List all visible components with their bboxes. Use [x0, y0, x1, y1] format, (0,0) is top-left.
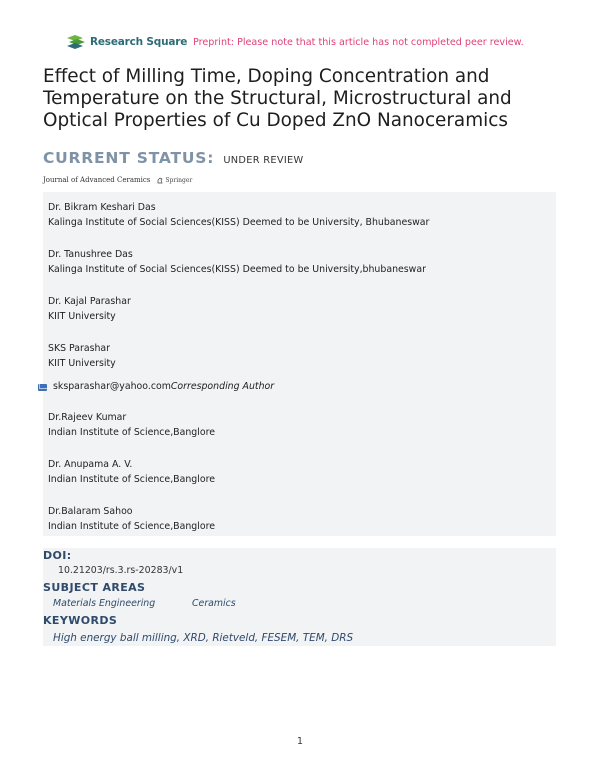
current-status: [43, 148, 304, 167]
preprint-notice: Preprint: Please note that this article has not completed peer review.: [193, 37, 524, 48]
author-item: [48, 200, 556, 230]
author-item: [48, 294, 556, 324]
journal-line: [43, 176, 192, 184]
logo-text: Research Square: [90, 36, 188, 48]
author-name: SKS Parashar: [48, 343, 111, 354]
author-name: Dr. Tanushree Das: [48, 249, 133, 260]
journal-name: Journal of Advanced Ceramics: [43, 176, 151, 184]
author-item: [48, 341, 556, 371]
author-affiliation: Indian Institute of Science,Banglore: [48, 521, 216, 532]
keywords-value: High energy ball milling, XRD, Rietveld, FESEM, TEM, DRS: [53, 632, 354, 644]
author-item: [48, 504, 556, 534]
springer-horse-icon: [157, 177, 163, 184]
status-label: CURRENT STATUS:: [43, 149, 215, 167]
authors-box: [43, 192, 556, 536]
author-name: Dr. Kajal Parashar: [48, 296, 131, 307]
corresponding-email-row: [38, 380, 556, 394]
corresponding-author-label: Corresponding Author: [170, 381, 275, 392]
springer-logo: [157, 177, 192, 184]
author-name: Dr. Bikram Keshari Das: [48, 202, 156, 213]
research-square-logo-icon: [66, 34, 86, 50]
author-item: [48, 410, 556, 440]
springer-text: Springer: [165, 176, 193, 184]
corresponding-email[interactable]: sksparashar@yahoo.com: [53, 381, 171, 392]
author-affiliation: KIIT University: [48, 311, 116, 322]
doi-heading: DOI:: [43, 549, 72, 562]
mail-icon: [38, 384, 47, 391]
doi-value[interactable]: 10.21203/rs.3.rs-20283/v1: [58, 565, 184, 576]
author-affiliation: Indian Institute of Science,Banglore: [48, 427, 216, 438]
article-metadata-box: [43, 548, 556, 646]
author-item: [48, 247, 556, 277]
author-affiliation: Kalinga Institute of Social Sciences(KISS) Deemed to be University,bhubaneswar: [48, 264, 426, 275]
research-square-logo[interactable]: [66, 34, 187, 50]
author-affiliation: Kalinga Institute of Social Sciences(KISS) Deemed to be University, Bhubaneswar: [48, 217, 430, 228]
status-value: UNDER REVIEW: [223, 155, 304, 166]
subject-areas-heading: SUBJECT AREAS: [43, 581, 146, 594]
author-name: Dr.Balaram Sahoo: [48, 506, 133, 517]
subject-area-item[interactable]: Ceramics: [192, 598, 236, 609]
author-name: Dr.Rajeev Kumar: [48, 412, 127, 423]
author-name: Dr. Anupama A. V.: [48, 459, 133, 470]
keywords-heading: KEYWORDS: [43, 614, 118, 627]
article-title: Effect of Milling Time, Doping Concentration and Temperature on the Structural, Microstructural and Optical Properties of Cu Doped ZnO Nanoceramics: [43, 66, 512, 131]
author-affiliation: Indian Institute of Science,Banglore: [48, 474, 216, 485]
page-header: [66, 34, 546, 54]
subject-area-item[interactable]: Materials Engineering: [53, 598, 156, 609]
page-number: 1: [297, 736, 303, 747]
author-affiliation: KIIT University: [48, 358, 116, 369]
author-item: [48, 457, 556, 487]
